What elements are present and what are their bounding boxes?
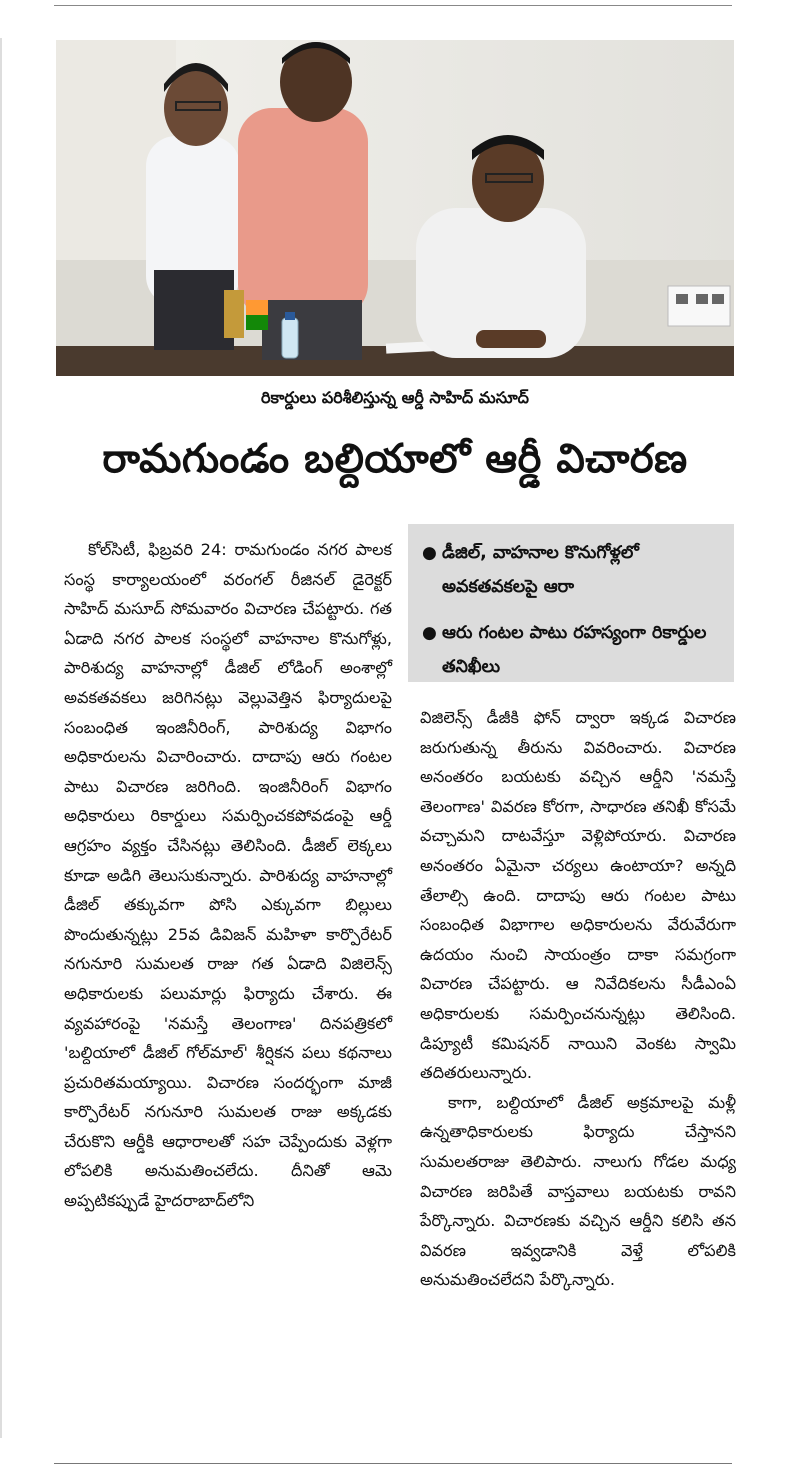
highlight-item <box>408 536 734 604</box>
headline: రామగుండం బల్దియాలో ఆర్డీ విచారణ <box>102 436 688 482</box>
highlights-box <box>408 524 734 682</box>
photo-illustration <box>56 40 734 376</box>
bullet-icon: ● <box>422 543 437 563</box>
article-paragraph: కోల్‌సిటీ, ఫిబ్రవరి 24: రామగుండం నగర పాలక సంస్థ కార్యాలయంలో వరంగల్ రీజినల్ డైరెక్టర్ సాహిద్ మసూద్ సోమవారం విచారణ చేపట్టారు. గత ఏడాది నగర పాలక సంస్థలో వాహనాల కొనుగోళ్లు, పారిశుద్య వాహనాల్లో డీజిల్ లోడింగ్ అంశాల్లో అవకతవకలు జరిగినట్లు వెల్లువెత్తిన ఫిర్యాదులపై సంబంధిత ఇంజినీరింగ్, పారిశుద్య విభాగం అధికారులను విచారించారు. దాదాపు ఆరు గంటల పాటు విచారణ జరిగింది. ఇంజినీరింగ్ విభాగం అధికారులు రికార్డులు సమర్పించకపోవడంపై ఆర్డీ ఆగ్రహం వ్యక్తం చేసినట్లు తెలిసింది. డీజిల్ లెక్కలు కూడా అడిగి తెలుసుకున్నారు. పారిశుద్య వాహనాల్లో డీజిల్ తక్కువగా పోసి ఎక్కువగా బిల్లులు పొందుతున్నట్లు 25వ డివిజన్ మహిళా కార్పొరేటర్ నగునూరి సుమలత రాజు గత ఏడాది విజిలెన్స్ అధికారులకు పలుమార్లు ఫిర్యాదు చేశారు. ఈ వ్యవహారంపై 'నమస్తే తెలంగాణ' దినపత్రికలో 'బల్దియాలో డీజిల్ గోల్‌మాల్' శీర్షికన పలు కథనాలు ప్రచురితమయ్యాయి. విచారణ సందర్భంగా మాజీ కార్పొరేటర్ నగునూరి సుమలత రాజు అక్కడకు చేరుకొని ఆర్డీకి ఆధారాలతో సహ చెప్పేందుకు వెళ్లగా లోపలికి అనుమతించలేదు. దీనితో ఆమె అప్పటికప్పుడే హైదరాబాద్‌లోని <box>64 540 392 1211</box>
highlight-text: డీజిల్, వాహనాల కొనుగోళ్లలో అవకతవకలపై ఆరా <box>442 543 639 597</box>
photo-caption: రికార్డులు పరిశీలిస్తున్న ఆర్డీ సాహిద్ మసూద్ <box>261 388 529 407</box>
article-column-left <box>64 535 392 1216</box>
left-margin-rule <box>0 38 2 1438</box>
bullet-icon: ● <box>422 623 437 643</box>
article-paragraph: విజిలెన్స్ డీజీకి ఫోన్ ద్వారా ఇక్కడ విచారణ జరుగుతున్న తీరును వివరించారు. విచారణ అనంతరం బయటకు వచ్చిన ఆర్డీని 'నమస్తే తెలంగాణ' వివరణ కోరగా, సాధారణ తనిఖీ కోసమే వచ్చామని దాటవేస్తూ వెళ్లిపోయారు. విచారణ అనంతరం ఏమైనా చర్యలు ఉంటాయా? అన్నది తేలాల్సి ఉంది. దాదాపు ఆరు గంటల పాటు సంబంధిత విభాగాల అధికారులను వేరువేరుగా ఉదయం నుంచి సాయంత్రం దాకా సమగ్రంగా విచారణ చేపట్టారు. ఆ నివేదికలను సీడీఎంఏ అధికారులకు సమర్పించనున్నట్లు తెలిసింది. డిప్యూటీ కమిషనర్ నాయిని వెంకట స్వామి తదితరులున్నారు. <box>420 708 736 1083</box>
article-paragraph: కాగా, బల్దియాలో డీజిల్ అక్రమాలపై మళ్లీ ఉన్నతాధికారులకు ఫిర్యాదు చేస్తానని సుమలతరాజు తెలిపారు. నాలుగు గోడల మధ్య విచారణ జరిపితే వాస్తవాలు బయటకు రావని పేర్కొన్నారు. విచారణకు వచ్చిన ఆర్డీని కలిసి తన వివరణ ఇవ్వడానికి వెళ్తే లోపలికి అనుమతించలేదని పేర్కొన్నారు. <box>420 1092 736 1290</box>
highlight-text: ఆరు గంటల పాటు రహస్యంగా రికార్డుల తనిఖీలు <box>442 623 707 677</box>
highlight-item <box>408 616 734 684</box>
bottom-rule <box>54 1463 732 1464</box>
top-rule <box>54 5 732 6</box>
news-photo <box>56 40 734 376</box>
article-column-right <box>420 703 736 1295</box>
